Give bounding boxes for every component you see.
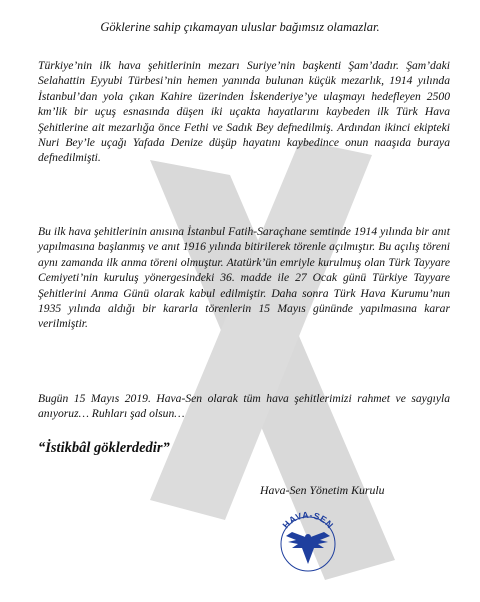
hava-sen-logo <box>272 508 344 574</box>
signature: Hava-Sen Yönetim Kurulu <box>260 483 385 497</box>
ataturk-quote: “İstikbâl göklerdedir” <box>38 440 170 456</box>
motto-heading: Göklerine sahip çıkamayan uluslar bağımsız olamazlar. <box>100 20 380 34</box>
logo-text: HAVA-SEN <box>280 509 336 531</box>
svg-text:HAVA-SEN <box>281 510 336 531</box>
paragraph-history: Türkiye’nin ilk hava şehitlerinin mezarı Suriye’nin başkenti Şam’dadır. Şam’daki Selahattin Eyyubi Türbesi’nin hemen yanında bulunan küçük mezarlık, 1914 yılında İstanbul’dan yola çıkan Kahire üzerinden İskenderiye’ye ulaşmayı hedefleyen 2500 km’lik bir uçuş esnasında düşen iki uçakta hayatlarını kaybeden ilk Türk Hava Şehitlerine ait mezarlığa önce Fethi ve Sadık Bey defnedilmiş. Ardından ikinci ekipteki Nuri Bey’le uçağı Yafada Denize düşüp hayatını kaybedince onun naaşıda buraya defnedilmişti. <box>38 59 450 165</box>
eagle-icon <box>286 532 330 564</box>
paragraph-monument: Bu ilk hava şehitlerinin anısına İstanbul Fatih-Saraçhane semtinde 1914 yılında bir anıt yapılmasına başlanmış ve anıt 1916 yılında bitirilerek törenle açılmıştır. Bu açılış töreni aynı zamanda ilk anma töreni olmuştur. Atatürk’ün emriyle kurulmuş olan Türk Tayyare Cemiyeti’nin kuruluş yönergesindeki 36. madde ile 27 Ocak günü Türkiye Tayyare Şehitlerini Anma Günü olarak kabul edilmiştir. Daha sonra Türk Hava Kurumu’nun 1935 yılında aldığı bir kararla törenlerin 15 Mayıs gününde yapılmasına karar verilmiştir. <box>38 225 450 331</box>
paragraph-commemoration: Bugün 15 Mayıs 2019. Hava-Sen olarak tüm hava şehitlerimizi rahmet ve saygıyla anıyoruz… Ruhları şad olsun… <box>38 392 450 421</box>
